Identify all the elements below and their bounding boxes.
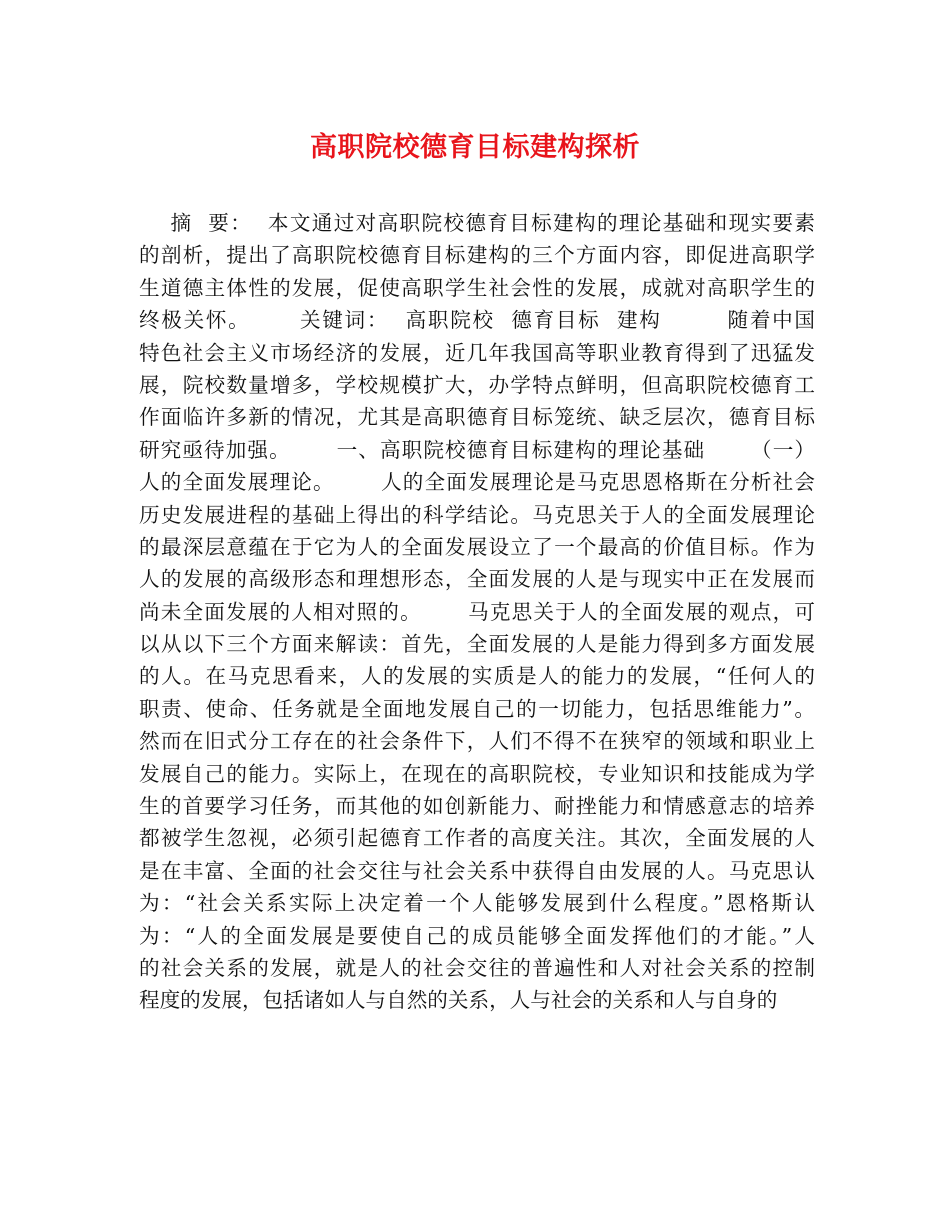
body-line: 历史发展进程的基础上得出的科学结论。马克思关于人的全面发展理论 [139, 502, 815, 527]
body-line: 摘 要： 本文通过对高职院校德育目标建构的理论基础和现实要素 [139, 211, 815, 235]
document-title: 高职院校德育目标建构探析 [310, 132, 640, 163]
body-line: 终极关怀。 关键词： 高职院校 德育目标 建构 随着中国 [139, 308, 815, 333]
body-line: 职责、使命、任务就是全面地发展自己的一切能力，包括思维能力”。 [139, 696, 815, 721]
body-line: 以从以下三个方面来解读：首先，全面发展的人是能力得到多方面发展 [139, 632, 815, 657]
body-line: 展，院校数量增多，学校规模扩大，办学特点鲜明，但高职院校德育工 [139, 372, 815, 397]
body-line: 都被学生忽视，必须引起德育工作者的高度关注。其次，全面发展的人 [139, 826, 815, 851]
document-body [139, 207, 815, 1017]
body-line: 为：“人的全面发展是要使自己的成员能够全面发挥他们的才能。”人 [139, 923, 815, 948]
body-line: 作面临许多新的情况，尤其是高职德育目标笼统、缺乏层次，德育目标 [139, 405, 815, 430]
body-line: 的社会关系的发展，就是人的社会交往的普遍性和人对社会关系的控制 [139, 955, 815, 980]
body-line: 发展自己的能力。实际上，在现在的高职院校，专业知识和技能成为学 [139, 761, 815, 786]
body-line: 生道德主体性的发展，促使高职学生社会性的发展，成就对高职学生的 [139, 275, 815, 300]
body-line: 尚未全面发展的人相对照的。 马克思关于人的全面发展的观点，可 [139, 599, 815, 624]
body-line: 是在丰富、全面的社会交往与社会关系中获得自由发展的人。马克思认 [139, 858, 815, 883]
body-line: 人的全面发展理论。 人的全面发展理论是马克思恩格斯在分析社会 [139, 470, 815, 495]
body-line: 的人。在马克思看来，人的发展的实质是人的能力的发展，“任何人的 [139, 664, 815, 689]
body-line: 人的发展的高级形态和理想形态，全面发展的人是与现实中正在发展而 [139, 567, 815, 592]
body-line: 的剖析，提出了高职院校德育目标建构的三个方面内容，即促进高职学 [139, 243, 815, 268]
body-line: 研究亟待加强。 一、高职院校德育目标建构的理论基础 （一） [139, 437, 815, 462]
body-line: 程度的发展，包括诸如人与自然的关系，人与社会的关系和人与自身的 [139, 988, 778, 1013]
body-line: 生的首要学习任务，而其他的如创新能力、耐挫能力和情感意志的培养 [139, 794, 815, 819]
body-line: 的最深层意蕴在于它为人的全面发展设立了一个最高的价值目标。作为 [139, 534, 815, 559]
body-line: 特色社会主义市场经济的发展，近几年我国高等职业教育得到了迅猛发 [139, 340, 815, 365]
body-line: 为：“社会关系实际上决定着一个人能够发展到什么程度。”恩格斯认 [139, 891, 815, 916]
body-line: 然而在旧式分工存在的社会条件下，人们不得不在狭窄的领域和职业上 [139, 729, 815, 754]
